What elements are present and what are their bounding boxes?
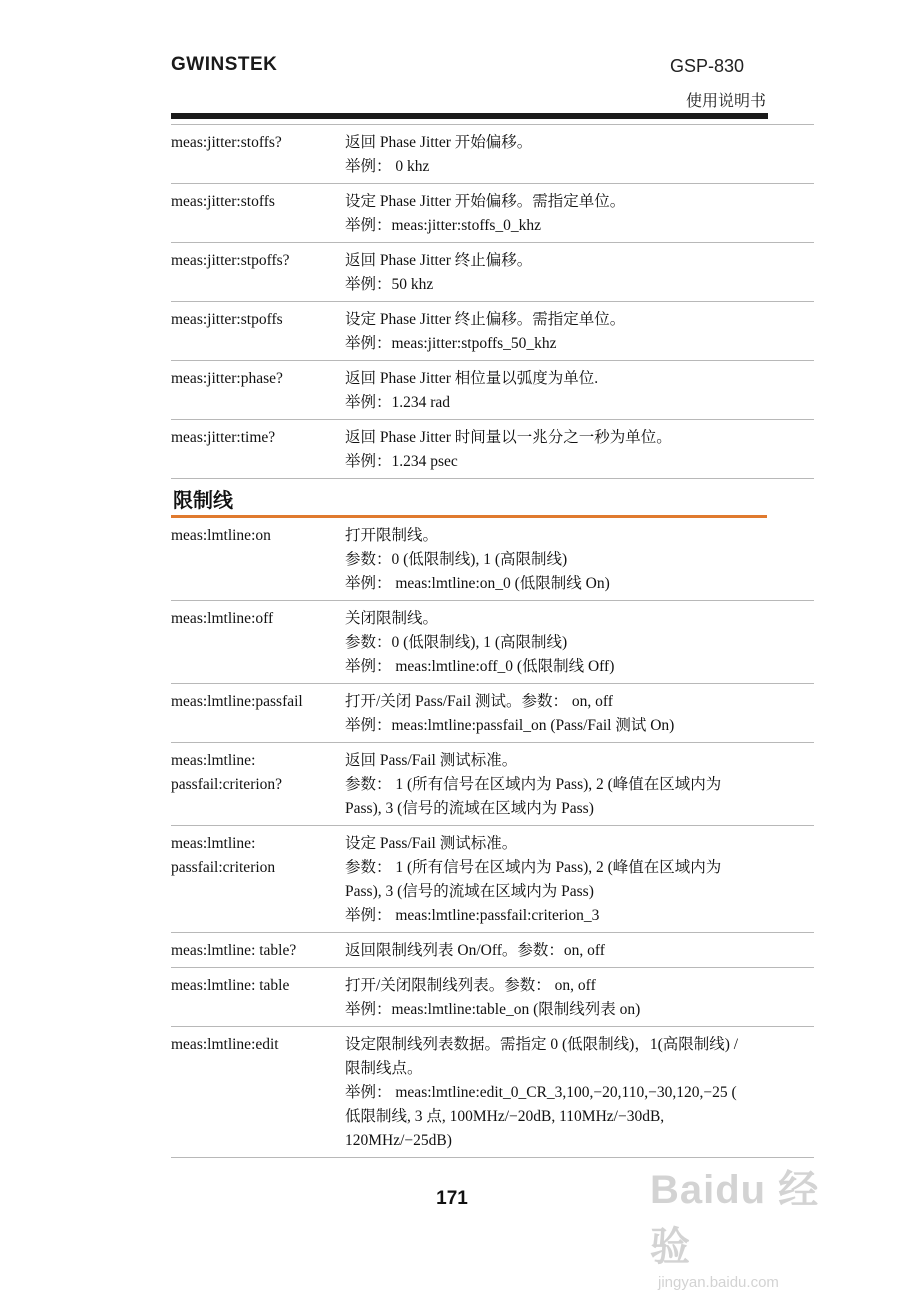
description-line: 举例： meas:lmtline:off_0 (低限制线 Off) [345, 658, 615, 675]
command-description [345, 426, 814, 474]
model-number: GSP-830 [669, 56, 744, 76]
command-name [171, 367, 345, 415]
description-line: 设定 Pass/Fail 测试标准。 [345, 835, 518, 852]
description-line: 参数：0 (低限制线), 1 (高限制线) [345, 634, 568, 651]
table-row [171, 968, 814, 1027]
command-name [171, 690, 345, 738]
command-description [345, 367, 814, 415]
command-line: meas:jitter:phase? [171, 370, 283, 387]
command-name [171, 308, 345, 356]
command-line: meas:lmtline:on [171, 527, 271, 544]
command-name [171, 426, 345, 474]
table-row [171, 125, 814, 184]
description-line: 返回限制线列表 On/Off。参数：on, off [345, 942, 605, 959]
description-line: 举例：meas:jitter:stoffs_0_khz [345, 217, 542, 234]
table-row [171, 601, 814, 684]
description-line: 返回 Phase Jitter 相位量以弧度为单位. [345, 370, 599, 387]
command-description [345, 249, 814, 297]
command-name [171, 607, 345, 679]
description-line: 参数： 1 (所有信号在区域内为 Pass), 2 (峰值在区域内为 [345, 776, 722, 793]
command-line: meas:lmtline: table [171, 977, 290, 994]
description-line: 设定 Phase Jitter 开始偏移。需指定单位。 [345, 193, 626, 210]
description-line: 举例： meas:lmtline:on_0 (低限制线 On) [345, 575, 610, 592]
description-line: 打开/关闭 Pass/Fail 测试。参数： on, off [345, 693, 613, 710]
description-line: 参数：0 (低限制线), 1 (高限制线) [345, 551, 568, 568]
description-line: 返回 Phase Jitter 开始偏移。 [345, 134, 533, 151]
table-row [171, 684, 814, 743]
description-line: 打开/关闭限制线列表。参数： on, off [345, 977, 596, 994]
command-line: meas:lmtline:edit [171, 1036, 279, 1053]
description-line: 返回 Pass/Fail 测试标准。 [345, 752, 518, 769]
section-title: 限制线 [173, 488, 233, 512]
description-line: 返回 Phase Jitter 时间量以一兆分之一秒为单位。 [345, 429, 672, 446]
command-description [345, 524, 814, 596]
description-line: 举例：50 khz [345, 276, 434, 293]
command-description [345, 1033, 814, 1153]
table-row [171, 302, 814, 361]
command-line: meas:lmtline: [171, 752, 256, 769]
description-line: 设定 Phase Jitter 终止偏移。需指定单位。 [345, 311, 626, 328]
limit-line-command-table [171, 518, 814, 1158]
description-line: Pass), 3 (信号的流域在区域内为 Pass) [345, 883, 594, 900]
command-name [171, 131, 345, 179]
command-line: meas:lmtline:off [171, 610, 274, 627]
description-line: 返回 Phase Jitter 终止偏移。 [345, 252, 533, 269]
command-name [171, 249, 345, 297]
command-line: meas:jitter:stpoffs? [171, 252, 290, 269]
header-rule [171, 113, 768, 119]
table-row [171, 933, 814, 968]
description-line: 关闭限制线。 [345, 610, 439, 627]
description-line: 举例：1.234 psec [345, 453, 458, 470]
description-line: 举例：meas:jitter:stpoffs_50_khz [345, 335, 557, 352]
description-line: 限制线点。 [345, 1060, 423, 1077]
table-row [171, 361, 814, 420]
command-description [345, 607, 814, 679]
command-name [171, 939, 345, 963]
command-description [345, 690, 814, 738]
manual-subtitle: 使用说明书 [685, 93, 766, 110]
table-row [171, 826, 814, 933]
command-line: meas:jitter:stoffs? [171, 134, 282, 151]
command-line: meas:jitter:time? [171, 429, 276, 446]
description-line: 设定限制线列表数据。需指定 0 (低限制线)，1(高限制线) / [345, 1036, 739, 1053]
description-line: 低限制线, 3 点, 100MHz/−20dB, 110MHz/−30dB, [345, 1108, 665, 1125]
table-row [171, 518, 814, 601]
command-name [171, 749, 345, 821]
page-number: 171 [436, 1188, 468, 1209]
command-description [345, 974, 814, 1022]
command-name [171, 190, 345, 238]
command-name [171, 1033, 345, 1153]
command-line: meas:jitter:stpoffs [171, 311, 283, 328]
command-line: passfail:criterion [171, 859, 276, 876]
command-name [171, 832, 345, 928]
description-line: 举例：meas:lmtline:table_on (限制线列表 on) [345, 1001, 641, 1018]
command-description [345, 749, 814, 821]
command-line: meas:jitter:stoffs [171, 193, 275, 210]
command-description [345, 131, 814, 179]
jitter-command-table [171, 124, 814, 479]
watermark-brand: Baidu 经验 [650, 1168, 820, 1269]
command-description [345, 190, 814, 238]
command-line: meas:lmtline: [171, 835, 256, 852]
command-line: meas:lmtline: table? [171, 942, 297, 959]
command-line: meas:lmtline:passfail [171, 693, 303, 710]
description-line: 参数： 1 (所有信号在区域内为 Pass), 2 (峰值在区域内为 [345, 859, 722, 876]
description-line: 打开限制线。 [345, 527, 439, 544]
table-row [171, 184, 814, 243]
brand-logo: GWINSTEK [171, 54, 278, 75]
command-description [345, 939, 814, 963]
description-line: 举例：meas:lmtline:passfail_on (Pass/Fail 测试 On) [345, 717, 675, 734]
table-row [171, 743, 814, 826]
table-row [171, 420, 814, 479]
command-name [171, 524, 345, 596]
watermark [650, 1158, 860, 1291]
table-row [171, 243, 814, 302]
command-description [345, 308, 814, 356]
description-line: 举例： 0 khz [345, 158, 430, 175]
description-line: 举例：1.234 rad [345, 394, 451, 411]
table-row [171, 1027, 814, 1158]
command-description [345, 832, 814, 928]
command-name [171, 974, 345, 1022]
description-line: 举例： meas:lmtline:passfail:criterion_3 [345, 907, 600, 924]
description-line: 举例： meas:lmtline:edit_0_CR_3,100,−20,110,−30,120,−25 ( [345, 1084, 737, 1101]
description-line: Pass), 3 (信号的流域在区域内为 Pass) [345, 800, 594, 817]
command-line: passfail:criterion? [171, 776, 283, 793]
description-line: 120MHz/−25dB) [345, 1132, 452, 1149]
watermark-url: jingyan.baidu.com [658, 1274, 779, 1291]
